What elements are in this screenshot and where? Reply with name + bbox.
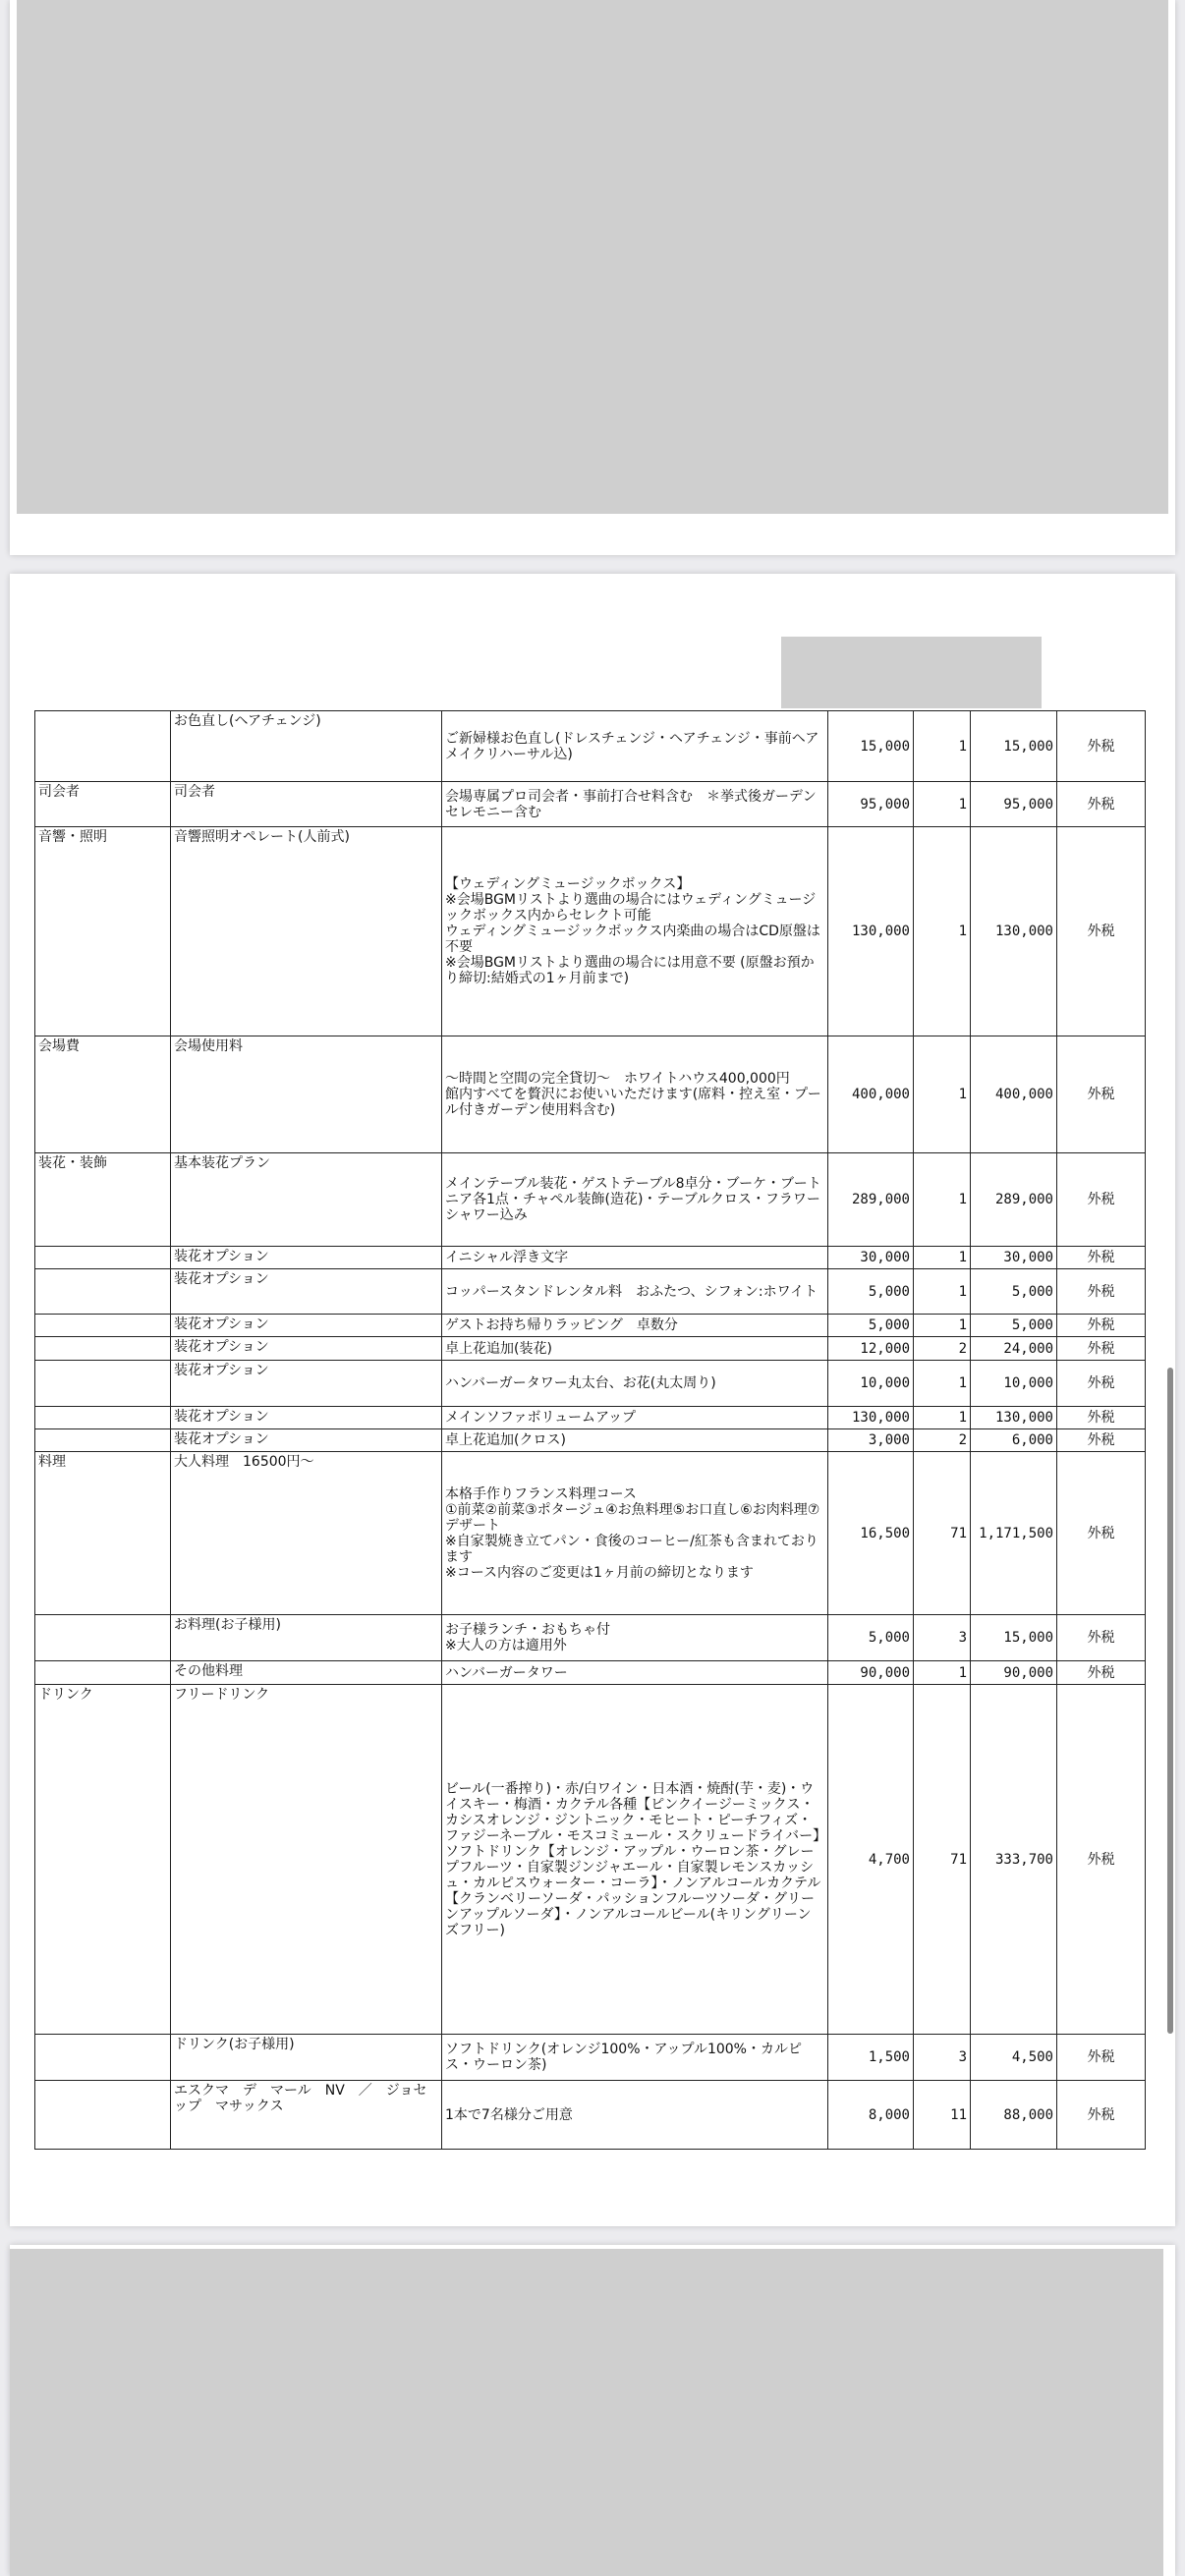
table-row — [35, 1247, 1146, 1269]
tax-cell: 外税 — [1057, 1452, 1146, 1615]
table-row — [35, 1361, 1146, 1407]
quantity-cell: 71 — [914, 1452, 971, 1615]
quantity-cell: 2 — [914, 1429, 971, 1452]
tax-cell: 外税 — [1057, 1615, 1146, 1661]
tax-cell: 外税 — [1057, 1407, 1146, 1429]
quantity-cell: 1 — [914, 1153, 971, 1247]
detail-cell: 会場専属プロ司会者・事前打合せ料含む ＊挙式後ガーデンセレモニー含む — [442, 782, 828, 827]
amount-cell: 400,000 — [971, 1036, 1057, 1153]
scrollbar[interactable] — [1167, 1368, 1173, 2034]
item-cell: 装花オプション — [171, 1407, 442, 1429]
item-cell: 装花オプション — [171, 1315, 442, 1337]
item-cell: 基本装花プラン — [171, 1153, 442, 1247]
table-row — [35, 1685, 1146, 2035]
unit-price-cell: 1,500 — [828, 2035, 914, 2081]
item-cell: 大人料理 16500円〜 — [171, 1452, 442, 1615]
quantity-cell: 1 — [914, 782, 971, 827]
tax-cell: 外税 — [1057, 1036, 1146, 1153]
category-cell: 司会者 — [35, 782, 171, 827]
item-cell: その他料理 — [171, 1661, 442, 1685]
amount-cell: 130,000 — [971, 1407, 1057, 1429]
detail-cell: 卓上花追加(クロス) — [442, 1429, 828, 1452]
detail-cell: ハンバーガータワー丸太台、お花(丸太周り) — [442, 1361, 828, 1407]
amount-cell: 15,000 — [971, 711, 1057, 782]
table-row — [35, 1615, 1146, 1661]
detail-cell: 卓上花追加(装花) — [442, 1337, 828, 1361]
amount-cell: 5,000 — [971, 1315, 1057, 1337]
table-row — [35, 1661, 1146, 1685]
category-cell — [35, 1247, 171, 1269]
category-cell — [35, 1615, 171, 1661]
amount-cell: 4,500 — [971, 2035, 1057, 2081]
quantity-cell: 1 — [914, 1269, 971, 1315]
item-cell: 装花オプション — [171, 1337, 442, 1361]
detail-cell: ビール(一番搾り)・赤/白ワイン・日本酒・焼酎(芋・麦)・ウイスキー・梅酒・カクテル各種【ピンクイージーミックス・カシスオレンジ・ジントニック・モヒート・ピーチフィズ・ファジーネーブル・モスコミュール・スクリュードライバー】 ソフトドリンク【オレンジ・アップル・ウーロン茶・グレープフルーツ・自家製ジンジャエール・自家製レモンスカッシュ・カルピスウォーター・コーラ】・ノンアルコールカクテル【クランベリーソーダ・パッションフルーツソーダ・グリーンアップルソーダ】・ノンアルコールビール(キリングリーンズフリー) — [442, 1685, 828, 2035]
tax-cell: 外税 — [1057, 1247, 1146, 1269]
unit-price-cell: 12,000 — [828, 1337, 914, 1361]
item-cell: 装花オプション — [171, 1429, 442, 1452]
detail-cell: ソフトドリンク(オレンジ100%・アップル100%・カルピス・ウーロン茶) — [442, 2035, 828, 2081]
detail-cell: ご新婦様お色直し(ドレスチェンジ・ヘアチェンジ・事前ヘアメイクリハーサル込) — [442, 711, 828, 782]
amount-cell: 1,171,500 — [971, 1452, 1057, 1615]
item-cell: ドリンク(お子様用) — [171, 2035, 442, 2081]
amount-cell: 10,000 — [971, 1361, 1057, 1407]
unit-price-cell: 3,000 — [828, 1429, 914, 1452]
item-cell: エスクマ デ マール NV ／ ジョセップ マサックス — [171, 2081, 442, 2150]
unit-price-cell: 15,000 — [828, 711, 914, 782]
quantity-cell: 1 — [914, 1247, 971, 1269]
category-cell: 料理 — [35, 1452, 171, 1615]
previous-page — [10, 0, 1175, 555]
category-cell: 会場費 — [35, 1036, 171, 1153]
category-cell — [35, 711, 171, 782]
quantity-cell: 1 — [914, 1361, 971, 1407]
unit-price-cell: 5,000 — [828, 1269, 914, 1315]
amount-cell: 24,000 — [971, 1337, 1057, 1361]
table-row — [35, 782, 1146, 827]
quantity-cell: 1 — [914, 711, 971, 782]
unit-price-cell: 5,000 — [828, 1615, 914, 1661]
quantity-cell: 11 — [914, 2081, 971, 2150]
detail-cell: コッパースタンドレンタル料 おふたつ、シフォン:ホワイト — [442, 1269, 828, 1315]
detail-cell: メインテーブル装花・ゲストテーブル8卓分・ブーケ・ブートニア各1点・チャペル装飾(造花)・テーブルクロス・フラワーシャワー込み — [442, 1153, 828, 1247]
category-cell — [35, 1315, 171, 1337]
item-cell: 会場使用料 — [171, 1036, 442, 1153]
detail-cell: 本格手作りフランス料理コース ①前菜②前菜③ポタージュ④お魚料理⑤お口直し⑥お肉料理⑦デザート ※自家製焼き立てパン・食後のコーヒー/紅茶も含まれております ※コース内容のご変更は1ヶ月前の締切となります — [442, 1452, 828, 1615]
quantity-cell: 3 — [914, 2035, 971, 2081]
redacted-area — [17, 0, 1168, 514]
amount-cell: 90,000 — [971, 1661, 1057, 1685]
tax-cell: 外税 — [1057, 1315, 1146, 1337]
detail-cell: メインソファボリュームアップ — [442, 1407, 828, 1429]
redacted-area — [10, 2249, 1163, 2576]
table-row — [35, 1407, 1146, 1429]
tax-cell: 外税 — [1057, 1661, 1146, 1685]
quantity-cell: 1 — [914, 1315, 971, 1337]
tax-cell: 外税 — [1057, 1685, 1146, 2035]
unit-price-cell: 90,000 — [828, 1661, 914, 1685]
table-row — [35, 1452, 1146, 1615]
unit-price-cell: 95,000 — [828, 782, 914, 827]
table-row — [35, 711, 1146, 782]
detail-cell: 【ウェディングミュージックボックス】 ※会場BGMリストより選曲の場合にはウェディングミュージックボックス内からセレクト可能 ウェディングミュージックボックス内楽曲の場合はCD原盤は不要 ※会場BGMリストより選曲の場合には用意不要 (原盤お預かり締切:結婚式の1ヶ月前まで) — [442, 827, 828, 1036]
tax-cell: 外税 — [1057, 1429, 1146, 1452]
unit-price-cell: 16,500 — [828, 1452, 914, 1615]
next-page — [10, 2245, 1175, 2576]
category-cell — [35, 1429, 171, 1452]
quantity-cell: 71 — [914, 1685, 971, 2035]
item-cell: フリードリンク — [171, 1685, 442, 2035]
amount-cell: 95,000 — [971, 782, 1057, 827]
item-cell: お色直し(ヘアチェンジ) — [171, 711, 442, 782]
quantity-cell: 1 — [914, 1661, 971, 1685]
tax-cell: 外税 — [1057, 1337, 1146, 1361]
category-cell: ドリンク — [35, 1685, 171, 2035]
table-row — [35, 2035, 1146, 2081]
detail-cell: イニシャル浮き文字 — [442, 1247, 828, 1269]
category-cell: 音響・照明 — [35, 827, 171, 1036]
detail-cell: ゲストお持ち帰りラッピング 卓数分 — [442, 1315, 828, 1337]
tax-cell: 外税 — [1057, 1361, 1146, 1407]
quantity-cell: 2 — [914, 1337, 971, 1361]
table-row — [35, 1337, 1146, 1361]
table-row — [35, 1315, 1146, 1337]
quantity-cell: 3 — [914, 1615, 971, 1661]
unit-price-cell: 30,000 — [828, 1247, 914, 1269]
tax-cell: 外税 — [1057, 1153, 1146, 1247]
detail-cell: 〜時間と空間の完全貸切〜 ホワイトハウス400,000円 館内すべてを贅沢にお使いいただけます(席料・控え室・プール付きガーデン使用料含む) — [442, 1036, 828, 1153]
estimate-table — [34, 710, 1146, 2150]
redacted-area — [781, 637, 1042, 708]
category-cell — [35, 1269, 171, 1315]
quantity-cell: 1 — [914, 827, 971, 1036]
detail-cell: お子様ランチ・おもちゃ付 ※大人の方は適用外 — [442, 1615, 828, 1661]
unit-price-cell: 400,000 — [828, 1036, 914, 1153]
item-cell: 司会者 — [171, 782, 442, 827]
category-cell — [35, 1361, 171, 1407]
category-cell: 装花・装飾 — [35, 1153, 171, 1247]
table-row — [35, 1269, 1146, 1315]
unit-price-cell: 4,700 — [828, 1685, 914, 2035]
table-row — [35, 1036, 1146, 1153]
tax-cell: 外税 — [1057, 1269, 1146, 1315]
table-row — [35, 1153, 1146, 1247]
category-cell — [35, 2081, 171, 2150]
unit-price-cell: 8,000 — [828, 2081, 914, 2150]
amount-cell: 333,700 — [971, 1685, 1057, 2035]
quantity-cell: 1 — [914, 1407, 971, 1429]
estimate-page — [10, 574, 1175, 2226]
amount-cell: 289,000 — [971, 1153, 1057, 1247]
table-row — [35, 2081, 1146, 2150]
item-cell: 装花オプション — [171, 1247, 442, 1269]
amount-cell: 130,000 — [971, 827, 1057, 1036]
unit-price-cell: 289,000 — [828, 1153, 914, 1247]
amount-cell: 6,000 — [971, 1429, 1057, 1452]
item-cell: 音響照明オペレート(人前式) — [171, 827, 442, 1036]
amount-cell: 30,000 — [971, 1247, 1057, 1269]
tax-cell: 外税 — [1057, 2081, 1146, 2150]
detail-cell: ハンバーガータワー — [442, 1661, 828, 1685]
table-row — [35, 827, 1146, 1036]
category-cell — [35, 1407, 171, 1429]
item-cell: 装花オプション — [171, 1361, 442, 1407]
amount-cell: 88,000 — [971, 2081, 1057, 2150]
tax-cell: 外税 — [1057, 782, 1146, 827]
table-row — [35, 1429, 1146, 1452]
tax-cell: 外税 — [1057, 711, 1146, 782]
amount-cell: 15,000 — [971, 1615, 1057, 1661]
tax-cell: 外税 — [1057, 827, 1146, 1036]
unit-price-cell: 5,000 — [828, 1315, 914, 1337]
detail-cell: 1本で7名様分ご用意 — [442, 2081, 828, 2150]
category-cell — [35, 2035, 171, 2081]
unit-price-cell: 130,000 — [828, 1407, 914, 1429]
category-cell — [35, 1337, 171, 1361]
unit-price-cell: 10,000 — [828, 1361, 914, 1407]
item-cell: 装花オプション — [171, 1269, 442, 1315]
amount-cell: 5,000 — [971, 1269, 1057, 1315]
category-cell — [35, 1661, 171, 1685]
item-cell: お料理(お子様用) — [171, 1615, 442, 1661]
quantity-cell: 1 — [914, 1036, 971, 1153]
tax-cell: 外税 — [1057, 2035, 1146, 2081]
unit-price-cell: 130,000 — [828, 827, 914, 1036]
